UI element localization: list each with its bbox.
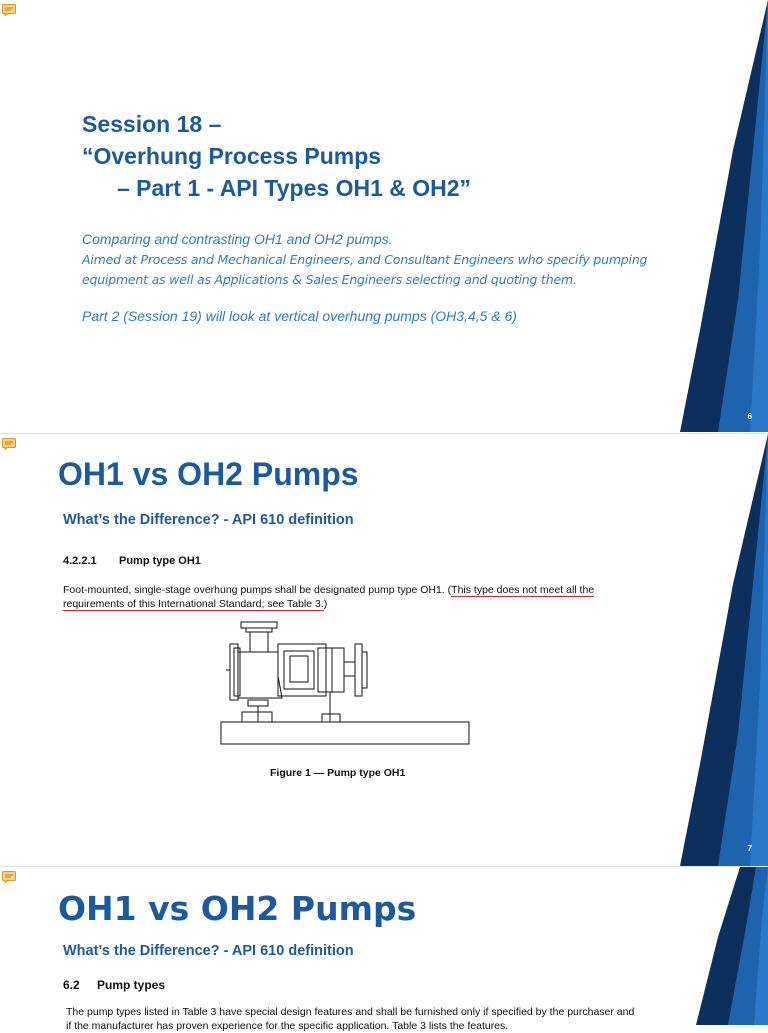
- title-line: – Part 1 - API Types OH1 & OH2”: [117, 175, 472, 201]
- section-title: Pump type OH1: [119, 555, 201, 567]
- subtitle: Comparing and contrasting OH1 and OH2 pumps.: [82, 231, 393, 247]
- section-heading: [63, 555, 201, 567]
- slide-decoration: [678, 0, 768, 432]
- title-line: Session 18 –: [82, 111, 222, 137]
- slide-8: [0, 866, 768, 1032]
- figure-caption: Figure 1 — Pump type OH1: [270, 767, 406, 779]
- section-number: 4.2.2.1: [63, 555, 97, 567]
- note-icon[interactable]: [2, 438, 16, 450]
- next-part-text: Part 2 (Session 19) will look at vertical overhung pumps (OH3,4,5 & 6): [82, 308, 517, 324]
- slide-6: [0, 0, 768, 432]
- audience-text: Aimed at Process and Mechanical Engineers, and Consultant Engineers who specify pumping equipment as well as Applications & Sales Engineers selecting and quoting them.: [82, 252, 648, 287]
- section-title: Pump types: [97, 978, 166, 992]
- slide-title: OH1 vs OH2 Pumps: [58, 889, 417, 928]
- title-line: “Overhung Process Pumps: [82, 143, 382, 169]
- slide-title: OH1 vs OH2 Pumps: [58, 456, 359, 492]
- section-heading: [63, 978, 165, 992]
- slide-title: [82, 108, 471, 204]
- definition-end: ): [323, 598, 328, 610]
- slide-decoration: [678, 434, 768, 866]
- slide-subheading: What’s the Difference? - API 610 definition: [63, 512, 354, 528]
- note-icon[interactable]: [2, 4, 16, 16]
- pump-oh1-diagram: [218, 618, 472, 748]
- definition-underlined: This type does not meet all the requirements of this International Standard; see Table 3.: [63, 584, 595, 610]
- slide-subheading: What’s the Difference? - API 610 definition: [63, 943, 354, 959]
- slide-decoration: [678, 867, 768, 1025]
- section-text: The pump types listed in Table 3 have special design features and shall be furnished only if specified by the purchaser and if the manufacturer has proven experience for the specific application. Table 3 lists the features.: [66, 1006, 635, 1032]
- section-number: 6.2: [63, 978, 80, 992]
- note-icon[interactable]: [2, 871, 16, 883]
- page-number: 6: [747, 412, 752, 421]
- slide-7: [0, 433, 768, 866]
- page-number: 7: [747, 844, 752, 853]
- definition-plain: Foot-mounted, single-stage overhung pumps shall be designated pump type OH1. (: [63, 584, 452, 596]
- definition-text: [63, 583, 643, 611]
